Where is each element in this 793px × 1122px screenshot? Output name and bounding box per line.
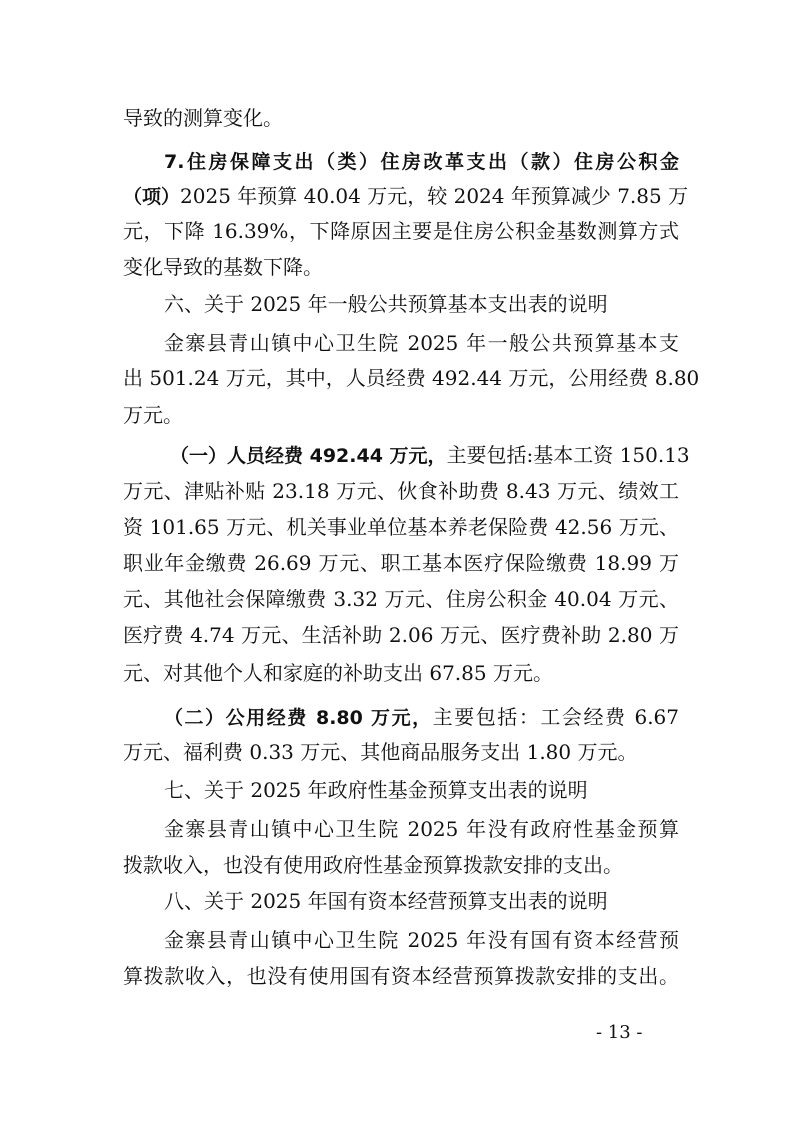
paragraph-line [123, 361, 700, 395]
line-text: 出 501.24 万元，其中，人员经费 492.44 万元，公用经费 8.80 [123, 366, 700, 390]
paragraph-line [123, 474, 679, 508]
paragraph-line [123, 214, 679, 248]
section-heading-seven [164, 773, 679, 807]
line-text: 六、关于 2025 年一般公共预算基本支出表的说明 [164, 292, 608, 316]
line-text-bold: （一）人员经费 492.44 万元， [170, 445, 447, 467]
line-text: 医疗费 4.74 万元、生活补助 2.06 万元、医疗费补助 2.80 万 [123, 623, 679, 647]
paragraph-line [123, 250, 679, 284]
paragraph-line [123, 618, 679, 652]
line-text: 八、关于 2025 年国有资本经营预算支出表的说明 [164, 889, 608, 913]
paragraph-line [123, 510, 679, 544]
subsection-public [164, 700, 679, 734]
line-text: 万元、津贴补贴 23.18 万元、伙食补助费 8.43 万元、绩效工 [123, 479, 679, 503]
section-heading-housing [164, 144, 679, 178]
line-text: 职业年金缴费 26.69 万元、职工基本医疗保险缴费 18.99 万 [123, 551, 679, 575]
line-text: 金寨县青山镇中心卫生院 2025 年没有政府性基金预算 [164, 817, 679, 841]
line-text: 元，下降 16.39%，下降原因主要是住房公积金基数测算方式 [123, 219, 679, 243]
line-text: 算拨款收入，也没有使用国有资本经营预算拨款安排的支出。 [123, 964, 679, 988]
subsection-personnel [170, 438, 690, 472]
paragraph-line [123, 398, 679, 432]
paragraph-line [123, 101, 679, 135]
line-text: 万元。 [123, 403, 183, 427]
line-text: 主要包括：工会经费 6.67 [432, 705, 679, 729]
line-text: 2025 年预算 40.04 万元，较 2024 年预算减少 7.85 万 [180, 184, 689, 208]
line-text: 万元、福利费 0.33 万元、其他商品服务支出 1.80 万元。 [123, 740, 638, 764]
line-text: 金寨县青山镇中心卫生院 2025 年一般公共预算基本支 [164, 331, 679, 355]
paragraph-line [164, 923, 679, 957]
line-text-bold: 7.住房保障支出（类）住房改革支出（款）住房公积金 [164, 151, 679, 173]
paragraph-line [164, 326, 679, 360]
paragraph-line [123, 735, 679, 769]
paragraph-line [123, 656, 679, 690]
line-text: 金寨县青山镇中心卫生院 2025 年没有国有资本经营预 [164, 928, 679, 952]
page-number: - 13 - [596, 1022, 643, 1043]
paragraph-line [123, 959, 679, 993]
line-text: 资 101.65 万元、机关事业单位基本养老保险费 42.56 万元、 [123, 515, 679, 539]
line-text: 元、其他社会保障缴费 3.32 万元、住房公积金 40.04 万元、 [123, 587, 679, 611]
paragraph-line [123, 848, 679, 882]
paragraph-line [123, 179, 689, 213]
line-text: 七、关于 2025 年政府性基金预算支出表的说明 [164, 778, 588, 802]
line-text: 变化导致的基数下降。 [123, 255, 323, 279]
section-heading-eight [164, 884, 679, 918]
paragraph-line [164, 812, 679, 846]
line-text: 主要包括:基本工资 150.13 [446, 443, 690, 467]
line-text-bold: （二）公用经费 8.80 万元， [164, 707, 433, 729]
paragraph-line [123, 546, 679, 580]
line-text: 拨款收入，也没有使用政府性基金预算拨款安排的支出。 [123, 853, 623, 877]
section-heading-six [164, 287, 679, 321]
line-text: 元、对其他个人和家庭的补助支出 67.85 万元。 [123, 661, 553, 685]
line-text: 导致的测算变化。 [123, 106, 283, 130]
paragraph-line [123, 582, 679, 616]
line-text-bold: （项） [123, 186, 181, 208]
